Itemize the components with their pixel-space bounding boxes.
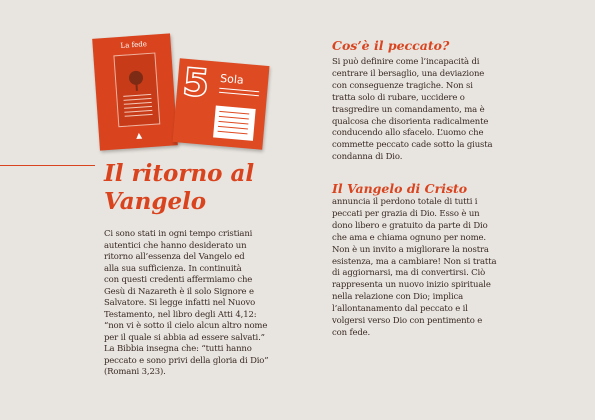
text-line: Salvatore. Si legge infatti nel Nuovo [104, 298, 256, 308]
text-line: dono libero e gratuito da parte di Dio [332, 220, 488, 231]
text-line: per il quale si abbia ad essere salvati.” [104, 332, 265, 343]
divider-line [0, 165, 95, 166]
book1-title: La fede [120, 40, 148, 50]
text-line: Testamento, nel libro degli Atti 4,12: [104, 309, 257, 320]
book2-title: Sola [219, 71, 245, 87]
text-line: con questi credenti affermiamo che [104, 275, 253, 285]
book2-number: 5 [180, 59, 212, 106]
text-line: peccato e sono privi della gloria di Dio” [104, 355, 269, 366]
section-heading-vangelo: Il Vangelo di Cristo [332, 181, 468, 196]
text-line: annuncia il perdono totale di tutti i [332, 197, 478, 207]
section-paragraph-peccato [332, 57, 502, 164]
text-line: rappresenta un nuovo inizio spirituale [332, 280, 491, 291]
triangle-logo-icon [136, 133, 142, 139]
text-line: autentici che hanno desiderato un [104, 240, 247, 251]
text-line: Gesù di Nazareth è il solo Signore e [104, 286, 254, 297]
section-paragraph-vangelo [332, 197, 502, 340]
section-heading-peccato: Cos’è il peccato? [332, 38, 450, 53]
text-line: di aggiornarsi, ma di convertirsi. Ciò [332, 268, 486, 279]
text-line: con conseguenze tragiche. Non si [332, 80, 473, 91]
text-line: Ci sono stati in ogni tempo cristiani [104, 229, 253, 239]
book2-subtitle-lines [219, 88, 260, 99]
text-line: esistenza, ma a cambiare! Non si tratta [332, 256, 497, 267]
text-line: conducendo allo sfacelo. L’uomo che [332, 128, 484, 139]
text-line: La Bibbia insegna che: “tutti hanno [104, 344, 252, 354]
text-line: nella relazione con Dio; implica [332, 292, 464, 303]
text-line: alla sua sufficienza. In continuità [104, 263, 242, 274]
book-cover-5-sola [173, 58, 270, 150]
title-line-1: Il ritorno al [104, 160, 255, 187]
text-line: commette peccato cade sotto la giusta [332, 140, 493, 151]
book2-text-box [213, 106, 256, 141]
text-line: condanna di Dio. [332, 152, 403, 163]
text-line: che ama e chiama ognuno per nome. [332, 232, 486, 243]
intro-paragraph [104, 229, 279, 379]
text-line: (Romani 3,23). [104, 367, 166, 377]
text-line: con fede. [332, 327, 371, 338]
page-title [104, 160, 304, 216]
title-line-2: Vangelo [104, 188, 207, 215]
text-line: “non vi è sotto il cielo alcun altro nome [104, 321, 268, 331]
text-line: peccati per grazia di Dio. Esso è un [332, 208, 480, 219]
text-line: centrare il bersaglio, una deviazione [332, 68, 485, 79]
text-line: Non è un invito a migliorare la nostra [332, 244, 489, 255]
book-covers-image [92, 36, 272, 166]
text-line: volgersi verso Dio con pentimento e [332, 316, 483, 327]
text-line: Si può definire come l’incapacità di [332, 57, 480, 67]
text-line: trasgredire un comandamento, ma è [332, 104, 485, 115]
text-line: l’allontanamento dal peccato e il [332, 304, 468, 315]
text-line: ritorno all’essenza del Vangelo ed [104, 252, 245, 262]
text-line: tratta solo di rubare, uccidere o [332, 92, 465, 103]
book1-panel [113, 52, 160, 127]
book1-text-lines [123, 94, 153, 120]
book-cover-la-fede [92, 33, 178, 150]
text-line: qualcosa che disorienta radicalmente [332, 116, 489, 127]
